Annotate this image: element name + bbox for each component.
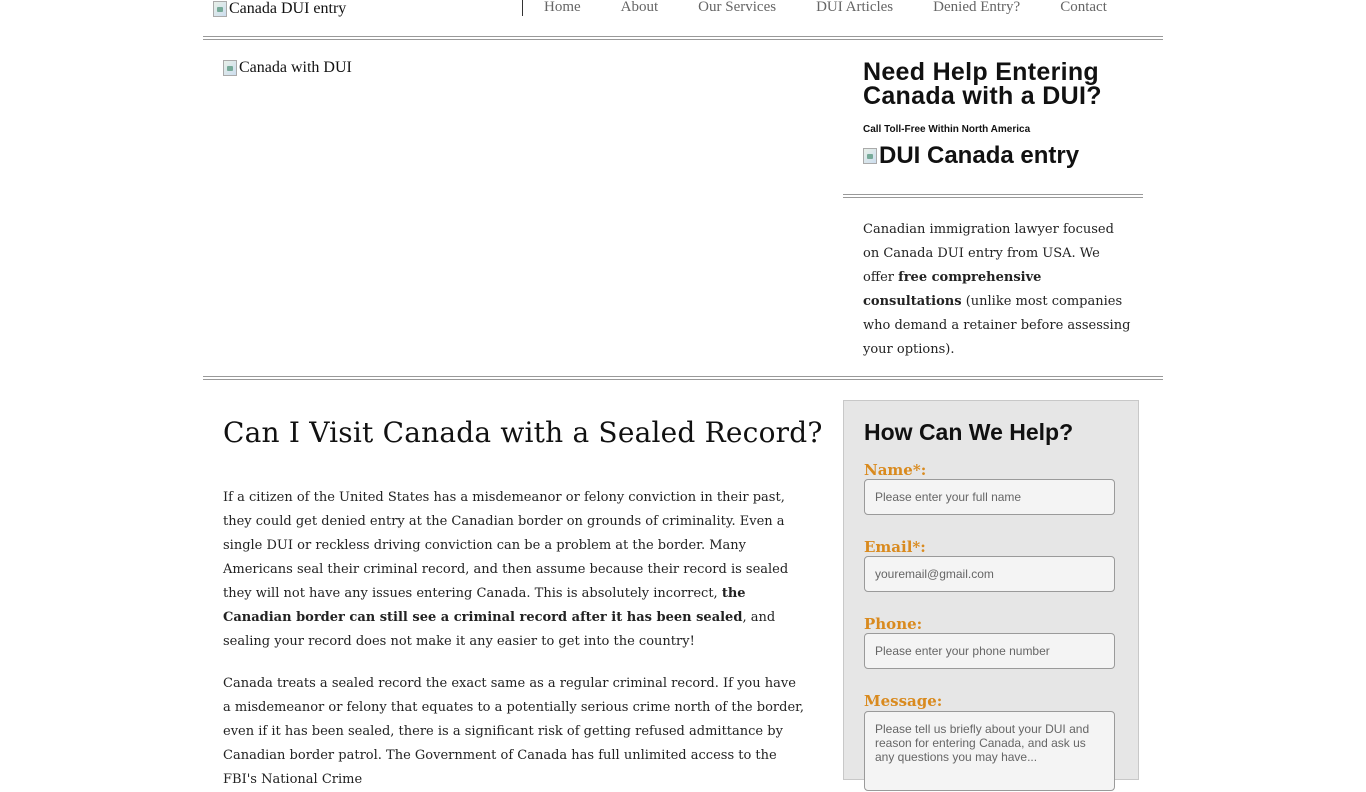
intro-text-start: Canadian immigration lawyer focused on Canada DUI entry from USA. We offer: [863, 222, 1114, 285]
intro-text-end: (unlike most companies who demand a retainer before assessing your options).: [863, 294, 1131, 357]
broken-image-icon: [213, 1, 227, 17]
nav-contact[interactable]: Contact: [1060, 0, 1107, 15]
article-paragraph-1: [223, 486, 806, 654]
intro-text-bold: free comprehensive consultations: [863, 270, 1042, 309]
paragraph-1-bold: the Canadian border can still see a criminal record after it has been sealed: [223, 586, 746, 625]
nav-about[interactable]: About: [620, 0, 659, 15]
toll-free-note: Call Toll-Free Within North America: [863, 124, 1031, 135]
site-logo[interactable]: [213, 0, 346, 18]
name-input[interactable]: [864, 479, 1115, 515]
intro-text: [863, 218, 1133, 362]
help-heading: Need Help Entering Canada with a DUI?: [863, 58, 1102, 110]
site-header: [203, 0, 1163, 40]
hero-image-alt-text: Canada with DUI: [239, 59, 352, 76]
phone-label: Phone:: [864, 615, 923, 633]
nav-denied-entry[interactable]: Denied Entry?: [933, 0, 1021, 15]
section-divider: [203, 376, 1163, 380]
phone-image-alt-text: DUI Canada entry: [879, 142, 1080, 169]
sidebar-divider: [843, 194, 1143, 198]
nav-home[interactable]: Home: [544, 0, 581, 15]
form-title: How Can We Help?: [864, 419, 1074, 445]
nav-our-services[interactable]: Our Services: [698, 0, 777, 15]
contact-form-panel: [843, 400, 1139, 780]
main-nav: [544, 0, 1147, 14]
broken-image-icon: [863, 148, 877, 164]
email-input[interactable]: [864, 556, 1115, 592]
article-paragraph-2: Canada treats a sealed record the exact same as a regular criminal record. If you have a misdemeanor or felony that equates to a potentially serious crime north of the border, even if it has been sealed, there is a significant risk of getting refused admittance by Canadian border patrol. The Government of Canada has full unlimited access to the FBI's National Crime: [223, 676, 805, 787]
header-divider: [203, 36, 1163, 40]
paragraph-1-start: If a citizen of the United States has a misdemeanor or felony conviction in their past, they could get denied entry at the Canadian border on grounds of criminality. Even a single DUI or reckless driving conviction can be a problem at the border. Many Americans seal their criminal record, and then assume because their record is sealed they will not have any issues entering Canada. This is absolutely incorrect,: [223, 490, 789, 601]
name-label: Name*:: [864, 461, 927, 479]
hero-image: [223, 59, 352, 77]
logo-alt-text: Canada DUI entry: [229, 0, 347, 17]
phone-input[interactable]: [864, 633, 1115, 669]
paragraph-1-end: , and sealing your record does not make it any easier to get into the country!: [223, 610, 776, 649]
message-label: Message:: [864, 692, 943, 710]
message-textarea[interactable]: [864, 711, 1115, 791]
article-title: Can I Visit Canada with a Sealed Record?: [223, 416, 823, 449]
email-label: Email*:: [864, 538, 926, 556]
nav-divider: [522, 0, 523, 16]
nav-dui-articles[interactable]: DUI Articles: [816, 0, 894, 15]
broken-image-icon: [223, 60, 237, 76]
phone-number-image[interactable]: [863, 143, 1079, 169]
